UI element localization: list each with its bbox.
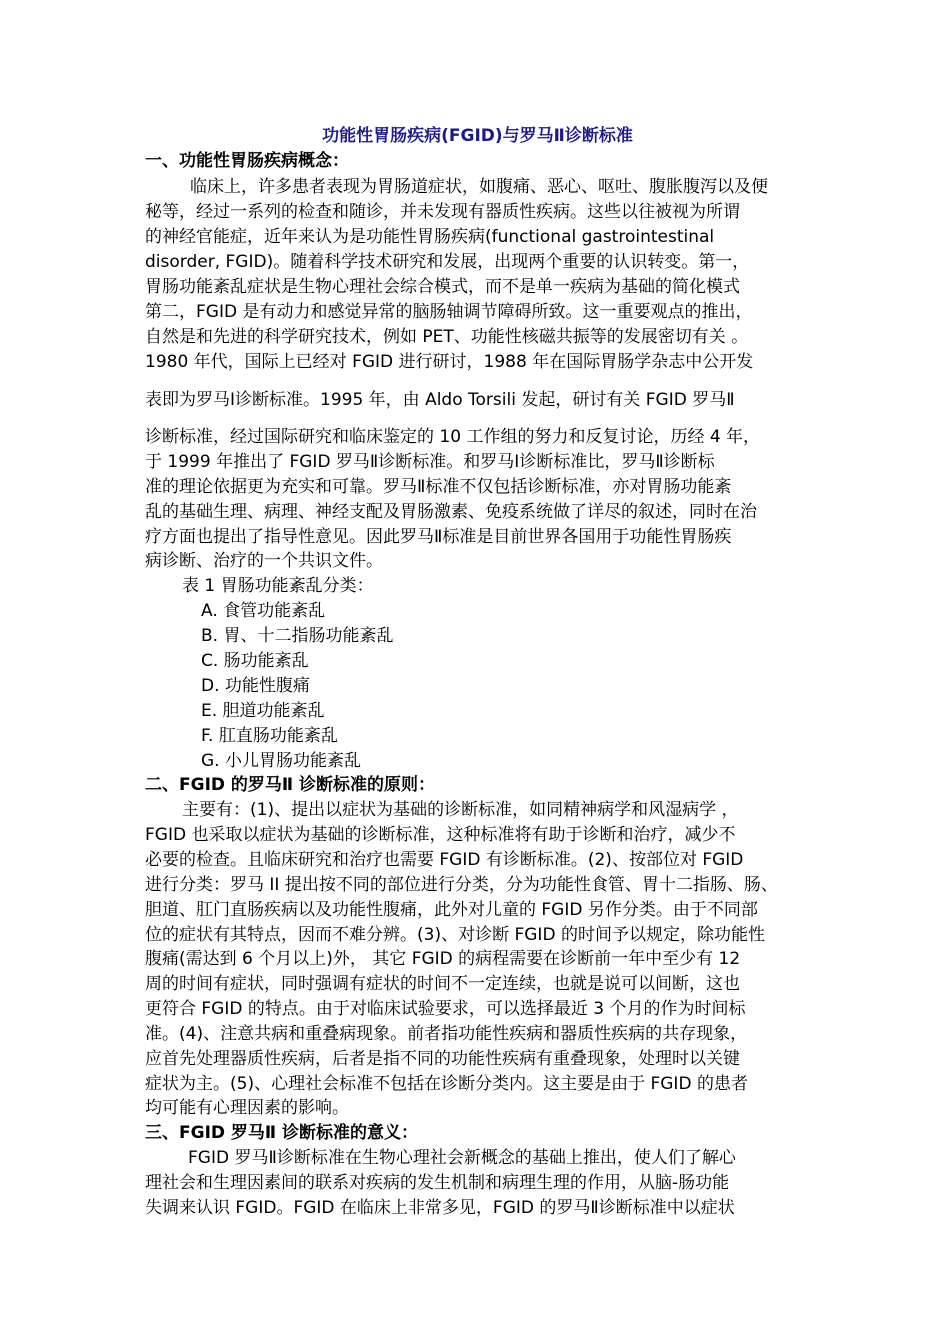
section-1-line: 胃肠功能紊乱症状是生物心理社会综合模式，而不是单一疾病为基础的简化模式 xyxy=(145,277,740,297)
section-1-line: 诊断标准，经过国际研究和临床鉴定的 10 工作组的努力和反复讨论，历经 4 年， xyxy=(145,427,761,447)
section-3-line: FGID 罗马Ⅱ诊断标准在生物心理社会新概念的基础上推出，使人们了解心 xyxy=(188,1148,736,1168)
list-item: D. 功能性腹痛 xyxy=(201,676,310,696)
section-1-line: 表即为罗马Ⅰ诊断标准。1995 年，由 Aldo Torsili 发起，研讨有关 FGID 罗马Ⅱ xyxy=(145,390,735,410)
list-item: F. 肛直肠功能紊乱 xyxy=(201,726,338,746)
section-1-line: 病诊断、治疗的一个共识文件。 xyxy=(145,551,383,571)
section-2-line: 均可能有心理因素的影响。 xyxy=(145,1098,349,1118)
section-2-line: 主要有：(1)、提出以症状为基础的诊断标准，如同精神病学和风湿病学 ， xyxy=(182,800,739,820)
list-item: G. 小儿胃肠功能紊乱 xyxy=(201,751,361,771)
list-item: C. 肠功能紊乱 xyxy=(201,651,309,671)
section-1-line: 1980 年代，国际上已经对 FGID 进行研讨，1988 年在国际胃肠学杂志中公开发 xyxy=(145,352,754,372)
list-item: B. 胃、十二指肠功能紊乱 xyxy=(201,626,394,646)
section-3-heading: 三、FGID 罗马Ⅱ 诊断标准的意义： xyxy=(145,1123,419,1143)
section-1-line: 自然是和先进的科学研究技术，例如 PET、功能性核磁共振等的发展密切有关 。 xyxy=(145,327,749,347)
document-title: 功能性胃肠疾病(FGID)与罗马Ⅱ诊断标准 xyxy=(322,126,633,146)
section-2-heading: 二、FGID 的罗马Ⅱ 诊断标准的原则： xyxy=(145,775,436,795)
section-2-line: 腹痛(需达到 6 个月以上)外， 其它 FGID 的病程需要在诊断前一年中至少有 12 xyxy=(145,949,741,969)
section-1-heading: 一、功能性胃肠疾病概念： xyxy=(145,151,349,171)
section-1-line: 临床上，许多患者表现为胃肠道症状，如腹痛、恶心、呕吐、腹胀腹泻以及便 xyxy=(190,177,768,197)
section-2-line: 位的症状有其特点，因而不难分辨。(3)、对诊断 FGID 的时间予以规定，除功能性 xyxy=(145,925,765,945)
section-2-line: FGID 也采取以症状为基础的诊断标准，这种标准将有助于诊断和治疗，减少不 xyxy=(145,825,736,845)
section-1-line: disorder, FGID)。随着科学技术研究和发展，出现两个重要的认识转变。第一， xyxy=(145,252,750,272)
section-1-line: 疗方面也提出了指导性意见。因此罗马Ⅱ标准是目前世界各国用于功能性胃肠疾 xyxy=(145,527,732,547)
section-1-line: 的神经官能症，近年来认为是功能性胃肠疾病(functional gastrointestinal xyxy=(145,227,715,247)
section-1-line: 乱的基础生理、病理、神经支配及胃肠激素、免疫系统做了详尽的叙述，同时在治 xyxy=(145,502,757,522)
list-item: A. 食管功能紊乱 xyxy=(201,601,326,621)
section-2-line: 症状为主。(5)、心理社会标准不包括在诊断分类内。这主要是由于 FGID 的患者 xyxy=(145,1074,748,1094)
section-1-line: 于 1999 年推出了 FGID 罗马Ⅱ诊断标准。和罗马Ⅰ诊断标准比，罗马Ⅱ诊断标 xyxy=(145,452,715,472)
section-2-line: 必要的检查。且临床研究和治疗也需要 FGID 有诊断标准。(2)、按部位对 FGID xyxy=(145,850,744,870)
list-item: E. 胆道功能紊乱 xyxy=(201,701,325,721)
section-1-line: 第二，FGID 是有动力和感觉异常的脑肠轴调节障碍所致。这一重要观点的推出， xyxy=(145,302,753,322)
section-2-line: 更符合 FGID 的特点。由于对临床试验要求，可以选择最近 3 个月的作为时间标 xyxy=(145,999,746,1019)
section-3-line: 理社会和生理因素间的联系对疾病的发生机制和病理生理的作用，从脑-肠功能 xyxy=(145,1173,730,1193)
section-2-line: 进行分类：罗马 II 提出按不同的部位进行分类，分为功能性食管、胃十二指肠、肠、 xyxy=(145,875,778,895)
section-2-line: 周的时间有症状，同时强调有症状的时间不一定连续，也就是说可以间断，这也 xyxy=(145,974,740,994)
section-2-line: 胆道、肛门直肠疾病以及功能性腹痛，此外对儿童的 FGID 另作分类。由于不同部 xyxy=(145,900,758,920)
section-2-line: 准。(4)、注意共病和重叠病现象。前者指功能性疾病和器质性疾病的共存现象， xyxy=(145,1024,748,1044)
section-3-line: 失调来认识 FGID。FGID 在临床上非常多见，FGID 的罗马Ⅱ诊断标准中以症状 xyxy=(145,1198,735,1218)
section-1-line: 准的理论依据更为充实和可靠。罗马Ⅱ标准不仅包括诊断标准，亦对胃肠功能紊 xyxy=(145,477,732,497)
table-caption: 表 1 胃肠功能紊乱分类： xyxy=(182,576,374,596)
section-1-line: 秘等，经过一系列的检查和随诊，并未发现有器质性疾病。这些以往被视为所谓 xyxy=(145,202,740,222)
section-2-line: 应首先处理器质性疾病，后者是指不同的功能性疾病有重叠现象，处理时以关键 xyxy=(145,1049,740,1069)
